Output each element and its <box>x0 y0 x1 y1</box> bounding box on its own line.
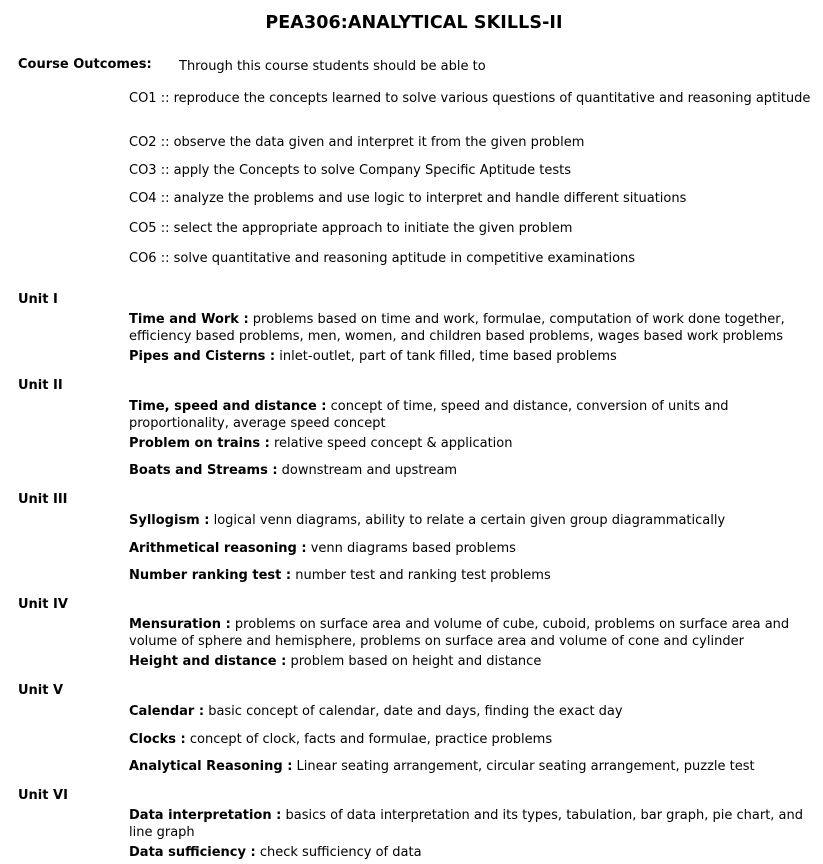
topic-title: Data sufficiency : <box>129 845 256 860</box>
topic-title: Height and distance : <box>129 654 287 669</box>
course-outcomes-label: Course Outcomes: <box>18 57 152 72</box>
course-outcomes-intro: Through this course students should be able to <box>179 59 486 74</box>
unit-5-topic-3 <box>129 758 755 775</box>
topic-desc: venn diagrams based problems <box>306 541 516 556</box>
topic-desc: relative speed concept & application <box>269 436 513 451</box>
topic-desc: downstream and upstream <box>277 463 458 478</box>
topic-desc: logical venn diagrams, ability to relate a certain given group diagrammatically <box>209 513 726 528</box>
topic-title: Time and Work : <box>129 312 249 327</box>
topic-desc: problems based on time and work, formulae, computation of work done together, efficiency based problems, men, women, and children based problems, wages based work problems <box>129 312 785 344</box>
topic-desc: problem based on height and distance <box>286 654 542 669</box>
topic-desc: check sufficiency of data <box>255 845 422 860</box>
unit-2-topic-2 <box>129 435 512 452</box>
unit-1-topic-2 <box>129 348 617 365</box>
unit-1-heading: Unit I <box>18 292 58 307</box>
co6-item: CO6 :: solve quantitative and reasoning aptitude in competitive examinations <box>129 251 636 266</box>
unit-2-topic-3 <box>129 462 457 479</box>
topic-title: Arithmetical reasoning : <box>129 541 307 556</box>
topic-title: Time, speed and distance : <box>129 399 327 414</box>
unit-5-heading: Unit V <box>18 683 64 698</box>
co2-item: CO2 :: observe the data given and interpret it from the given problem <box>129 135 585 150</box>
unit-3-heading: Unit III <box>18 492 68 507</box>
topic-desc: Linear seating arrangement, circular seating arrangement, puzzle test <box>292 759 755 774</box>
topic-title: Analytical Reasoning : <box>129 759 293 774</box>
topic-desc: problems on surface area and volume of cube, cuboid, problems on surface area and volume of sphere and hemisphere, problems on surface area and volume of cone and cylinder <box>129 617 790 649</box>
topic-desc: inlet-outlet, part of tank filled, time based problems <box>275 349 617 364</box>
unit-4-topic-2 <box>129 653 541 670</box>
topic-title: Mensuration : <box>129 617 231 632</box>
topic-title: Syllogism : <box>129 513 210 528</box>
topic-desc: concept of clock, facts and formulae, practice problems <box>185 732 553 747</box>
unit-6-topic-2 <box>129 844 422 861</box>
topic-desc: number test and ranking test problems <box>291 568 551 583</box>
unit-3-topic-1 <box>129 512 725 529</box>
unit-2-topic-1 <box>129 398 819 432</box>
co5-item: CO5 :: select the appropriate approach to initiate the given problem <box>129 221 573 236</box>
topic-title: Clocks : <box>129 732 186 747</box>
unit-3-topic-2 <box>129 540 516 557</box>
co4-item: CO4 :: analyze the problems and use logic to interpret and handle different situations <box>129 191 687 206</box>
unit-2-heading: Unit II <box>18 378 63 393</box>
unit-5-topic-2 <box>129 731 552 748</box>
unit-6-topic-1 <box>129 807 819 841</box>
topic-desc: basic concept of calendar, date and days, finding the exact day <box>204 704 623 719</box>
topic-title: Number ranking test : <box>129 568 292 583</box>
unit-6-heading: Unit VI <box>18 788 68 803</box>
unit-5-topic-1 <box>129 703 623 720</box>
topic-title: Pipes and Cisterns : <box>129 349 276 364</box>
page-title: PEA306:ANALYTICAL SKILLS-II <box>265 13 563 33</box>
co1-item: CO1 :: reproduce the concepts learned to solve various questions of quantitative and reasoning aptitude <box>129 91 811 106</box>
unit-4-heading: Unit IV <box>18 597 68 612</box>
topic-title: Data interpretation : <box>129 808 282 823</box>
topic-desc: concept of time, speed and distance, conversion of units and proportionality, average speed concept <box>129 399 729 431</box>
unit-1-topic-1 <box>129 311 819 345</box>
topic-desc: basics of data interpretation and its types, tabulation, bar graph, pie chart, and line graph <box>129 808 804 840</box>
unit-3-topic-3 <box>129 567 551 584</box>
topic-title: Calendar : <box>129 704 205 719</box>
unit-4-topic-1 <box>129 616 819 650</box>
topic-title: Problem on trains : <box>129 436 270 451</box>
topic-title: Boats and Streams : <box>129 463 278 478</box>
co3-item: CO3 :: apply the Concepts to solve Company Specific Aptitude tests <box>129 163 572 178</box>
